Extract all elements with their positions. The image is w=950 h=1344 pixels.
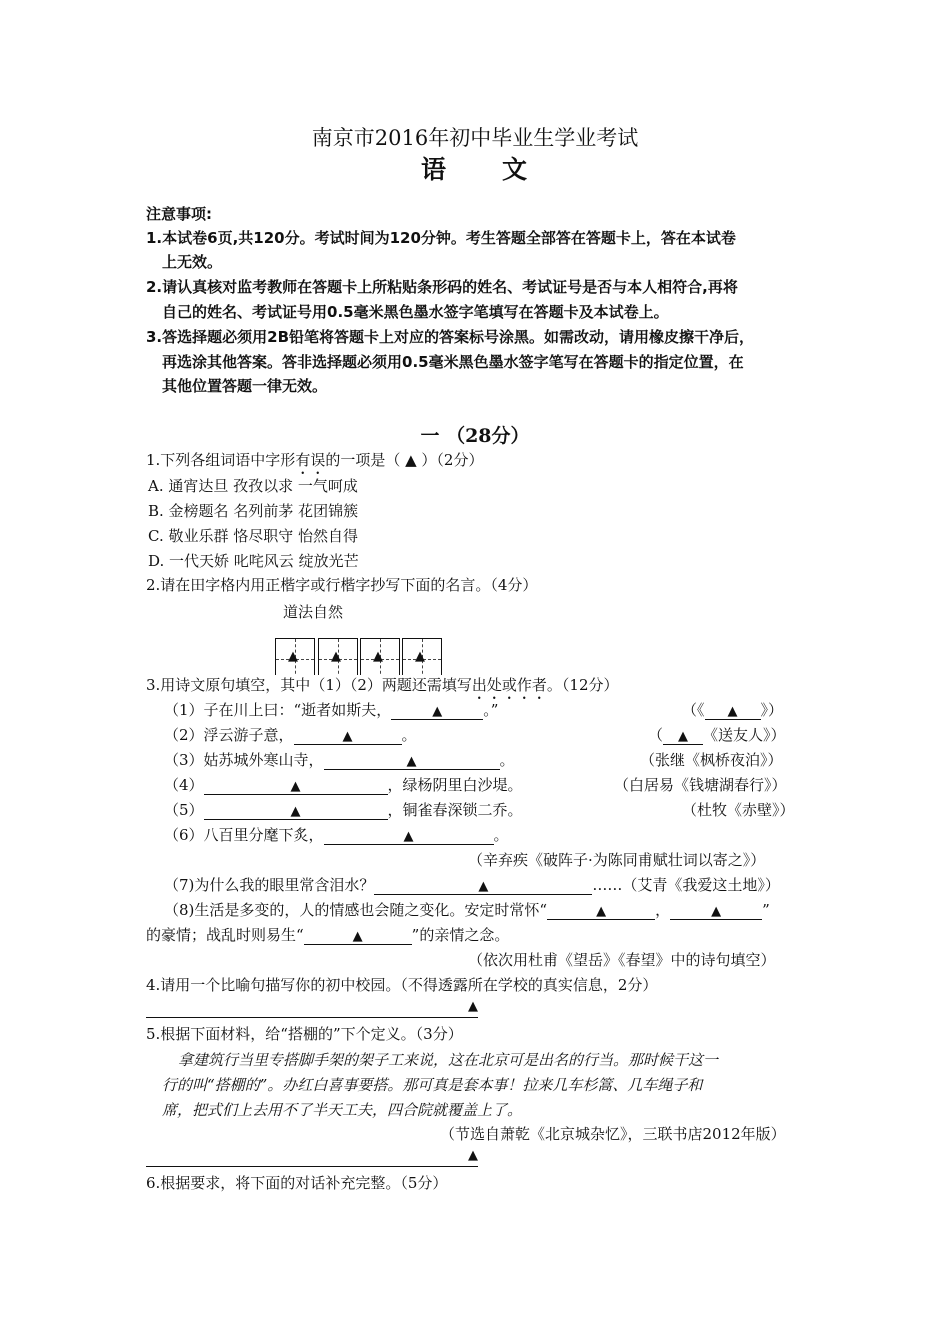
answer-blank[interactable]	[663, 726, 703, 745]
answer-blank[interactable]	[294, 726, 402, 745]
item-text: 。	[499, 751, 515, 769]
q3-stem	[146, 675, 619, 703]
notice-line: 自己的姓名、考试证号用0.5毫米黑色墨水签字笔填写在答题卡及本试卷上。	[162, 303, 669, 321]
q3-item-6	[164, 825, 509, 845]
answer-blank[interactable]	[705, 701, 761, 720]
item-text: 。	[401, 726, 417, 744]
item-text: （7)为什么我的眼里常含泪水？	[164, 876, 375, 894]
answer-mark: ▲	[290, 804, 301, 819]
item-text: （3）姑苏城外寒山寺，	[164, 751, 324, 769]
q5-answer-line[interactable]	[146, 1148, 478, 1167]
item-text: （5）	[164, 801, 204, 819]
q3-stem-text: 3.用诗文原句填空，其中（1）（2）两题还需填写	[146, 676, 472, 694]
notice-line: 其他位置答题一律无效。	[162, 377, 328, 395]
q3-item-4-source: （白居易《钱塘湖春行》）	[614, 776, 787, 794]
q3-item-2-source	[648, 725, 786, 745]
q1-stem-text: 1.下列各组词语中字形	[146, 451, 296, 469]
source-text: （《	[682, 701, 705, 719]
notice-heading: 注意事项:	[146, 205, 212, 223]
source-text: （	[648, 726, 664, 744]
q5-source: （节选自萧乾《北京城杂忆》，三联书店2012年版）	[440, 1125, 786, 1143]
q4-stem: 4.请用一个比喻句描写你的初中校园。（不得透露所在学校的真实信息，2分）	[146, 976, 658, 994]
q1-stem	[146, 450, 483, 478]
item-text: （6）八百里分麾下炙，	[164, 826, 324, 844]
item-text: 。	[493, 826, 509, 844]
item-text: ，铜雀春深锁二乔。	[387, 801, 523, 819]
answer-mark: ▲	[331, 649, 341, 664]
item-text: （2）浮云游子意，	[164, 726, 294, 744]
tianzige-cell[interactable]	[402, 638, 442, 680]
q3-item-5-source: （杜牧《赤壁》）	[682, 801, 795, 819]
item-text: （8)生活是多变的，人的情感也会随之变化。安定时常怀“	[164, 901, 548, 919]
answer-mark: ▲	[468, 1148, 478, 1163]
answer-mark: ▲	[727, 704, 738, 719]
q3-item-5	[164, 800, 523, 820]
item-text: ”的亲情之念。	[411, 926, 510, 944]
item-text: 。”	[483, 701, 499, 719]
q3-item-2	[164, 725, 417, 745]
item-text: ……（艾青《我爱这土地》）	[592, 876, 780, 894]
q2-quote: 道法自然	[283, 603, 344, 621]
answer-mark: ▲	[352, 929, 363, 944]
q5-passage-line: 拿建筑行当里专搭脚手架的架子工来说，这在北京可是出名的行当。那时候干这一	[178, 1051, 719, 1069]
q3-item-8-source: （依次用杜甫《望岳》《春望》中的诗句填空）	[468, 951, 776, 969]
notice-line: 2.请认真核对监考教师在答题卡上所粘贴条形码的姓名、考试证号是否与本人相符合,再将	[146, 278, 738, 296]
item-text: ，	[655, 901, 671, 919]
source-text: 《送友人》）	[703, 726, 786, 744]
source-text: 》）	[760, 701, 784, 719]
answer-mark: ▲	[290, 779, 301, 794]
q3-item-3-source: （张继《枫桥夜泊》）	[640, 751, 783, 769]
subject-title: 语 文	[420, 155, 529, 184]
answer-mark: ▲	[678, 729, 689, 744]
q4-answer-line[interactable]	[146, 999, 478, 1018]
answer-mark: ▲	[373, 649, 383, 664]
answer-blank[interactable]	[324, 826, 494, 845]
q5-passage-line: 席，把式们上去用不了半天工夫，四合院就覆盖上了。	[162, 1101, 523, 1119]
q2-stem: 2.请在田字格内用正楷字或行楷字抄写下面的名言。（4分）	[146, 576, 538, 594]
answer-mark: ▲	[415, 649, 425, 664]
item-text: （1）子在川上曰：“逝者如斯夫，	[164, 701, 392, 719]
answer-blank[interactable]	[324, 751, 500, 770]
answer-blank[interactable]	[204, 801, 388, 820]
q1-option-b: B. 金榜题名 名列前茅 花团锦簇	[148, 502, 359, 520]
answer-mark: ▲	[406, 754, 417, 769]
q3-item-7	[164, 875, 780, 895]
q1-option-c: C. 敬业乐群 恪尽职守 怡然自得	[148, 527, 359, 545]
answer-mark: ▲	[288, 649, 298, 664]
q1-stem-text: 的一项是（ ▲ ）（2分）	[325, 451, 484, 469]
item-text: （4）	[164, 776, 204, 794]
answer-mark: ▲	[711, 904, 722, 919]
answer-blank[interactable]	[391, 701, 483, 720]
q5-stem: 5.根据下面材料，给“搭棚的”下个定义。（3分）	[146, 1025, 463, 1043]
q5-passage-line: 行的叫“搭棚的”。办红白喜事要搭。那可真是套本事！拉来几车杉篙、几车绳子和	[162, 1076, 703, 1094]
answer-mark: ▲	[468, 999, 478, 1014]
notice-line: 3.答选择题必须用2B铅笔将答题卡上对应的答案标号涂黑。如需改动，请用橡皮擦干净后，	[146, 328, 755, 346]
tianzige-cell[interactable]	[360, 638, 400, 680]
section-title: 一 （28分）	[420, 425, 530, 447]
q3-item-8-cont	[146, 925, 509, 945]
item-text: ”	[762, 901, 770, 919]
q6-stem: 6.根据要求，将下面的对话补充完整。（5分）	[146, 1174, 448, 1192]
q3-item-3	[164, 750, 515, 770]
notice-line: 1.本试卷6页,共120分。考试时间为120分钟。考生答题全部答在答题卡上，答在本试卷	[146, 229, 736, 247]
q1-stem-emphasis: 有误	[295, 451, 326, 469]
item-text: 的豪情；战乱时则易生“	[146, 926, 304, 944]
answer-blank[interactable]	[204, 776, 388, 795]
answer-blank[interactable]	[304, 926, 412, 945]
q3-item-4	[164, 775, 523, 795]
answer-mark: ▲	[342, 729, 353, 744]
answer-blank[interactable]	[374, 876, 592, 895]
q3-item-1-source	[682, 700, 783, 720]
answer-mark: ▲	[432, 704, 443, 719]
notice-line: 再选涂其他答案。答非选择题必须用0.5毫米黑色墨水签字笔写在答题卡的指定位置，在	[162, 353, 744, 371]
q3-stem-emphasis: 出处或作者	[471, 676, 547, 694]
q1-option-a: A. 通宵达旦 孜孜以求 一气呵成	[148, 477, 358, 495]
q3-item-8	[164, 900, 770, 920]
answer-blank[interactable]	[547, 901, 655, 920]
exam-title: 南京市2016年初中毕业生学业考试	[311, 126, 639, 150]
answer-mark: ▲	[478, 879, 489, 894]
tianzige-cell[interactable]	[275, 638, 315, 680]
answer-blank[interactable]	[670, 901, 762, 920]
item-text: ，绿杨阴里白沙堤。	[387, 776, 523, 794]
notice-line: 上无效。	[162, 253, 223, 271]
answer-mark: ▲	[403, 829, 414, 844]
q3-stem-text: 。（12分）	[546, 676, 619, 694]
q3-item-6-source: （辛弃疾《破阵子·为陈同甫赋壮词以寄之》）	[468, 851, 766, 869]
answer-mark: ▲	[596, 904, 607, 919]
q3-item-1	[164, 700, 498, 720]
q1-option-d: D. 一代天娇 叱咤风云 绽放光芒	[148, 552, 359, 570]
tianzige-cell[interactable]	[318, 638, 358, 680]
